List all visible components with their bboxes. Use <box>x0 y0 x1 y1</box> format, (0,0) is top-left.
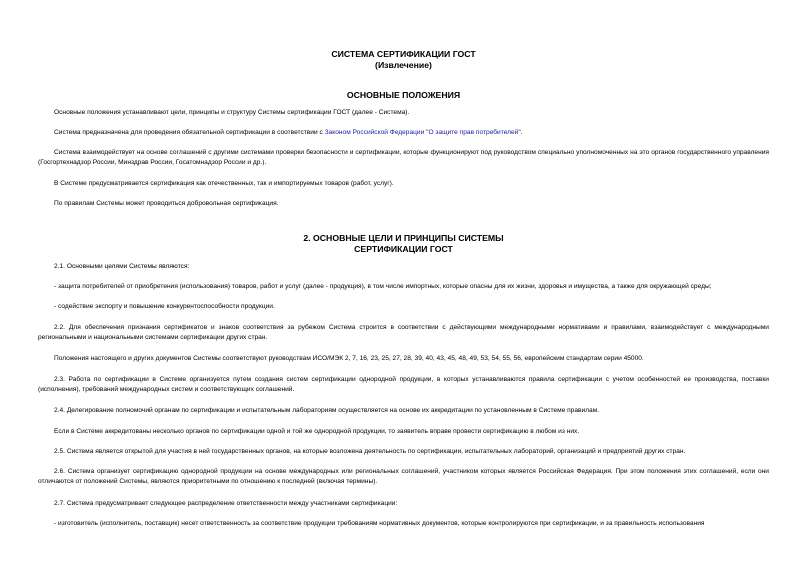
purpose-text-before: Система предназначена для проведения обязательной сертификации в соответствии с <box>54 129 325 136</box>
section-1-paragraph-3: В Системе предусматривается сертификация как отечественных, так и импортируемых товаров (работ, услуг). <box>54 180 394 187</box>
section-2-paragraph-5: Положения настоящего и других документов Системы соответствуют руководствам ИСО/МЭК 2, 7, 16, 23, 25, 27, 28, 39, 40, 43, 45, 48, 49, 53, 54, 55, 56, европейским стандартам серии 45000. <box>54 355 644 362</box>
section-2-paragraph-1: 2.1. Основными целями Системы являются: <box>54 263 190 270</box>
section-2-paragraph-6: 2.3. Работа по сертификации в Системе организуется путем создания систем сертификации однородной продукции, в которых устанавливаются правила сертификации с учетом особенностей ее производства, поставки (исполнения), требований международных систем и соответствующих соглашений. <box>38 376 769 393</box>
section-1-title: ОСНОВНЫЕ ПОЛОЖЕНИЯ <box>346 90 461 100</box>
section-2-paragraph-9: 2.5. Система является открытой для участия в ней государственных органов, на которые возложена деятельность по сертификации, испытательных лабораторий, организаций и предприятий других стран. <box>54 448 686 455</box>
section-2-paragraph-12: - изготовитель (исполнитель, поставщик) несет ответственность за соответствие продукции требованиям нормативных документов, которые контролируются при сертификации, и за правильность использования <box>54 520 705 527</box>
section-1-paragraph-4: По правилам Системы может проводиться добровольная сертификация. <box>54 200 279 207</box>
section-2-paragraph-4: 2.2. Для обеспечения признания сертификатов и знаков соответствия за рубежом Система строится в соответствии с действующими международными нормативами и правилами, взаимодействует с международными региональными и национальными системами сертификации других стран. <box>38 324 769 341</box>
section-2-paragraph-7: 2.4. Делегирование полномочий органам по сертификации и испытательным лабораториям осуществляется на основе их аккредитации по установленным в Системе правилам. <box>54 407 600 414</box>
section-2-paragraph-11: 2.7. Система предусматривает следующее распределение ответственности между участниками сертификации: <box>54 500 398 507</box>
consumer-rights-link[interactable]: О защите прав потребителей <box>428 129 519 136</box>
section-2-paragraph-10: 2.6. Система организует сертификацию однородной продукции на основе международных или региональных соглашений, участником которых является Российская Федерация. При этом положения этих соглашений, если они отличаются от положений Системы, являются приоритетными по отношению к последней (включая термины). <box>38 468 769 485</box>
purpose-text-middle: " <box>424 129 429 136</box>
law-link[interactable]: Законом Российской Федерации <box>324 129 425 136</box>
document-subtitle: (Извлечение) <box>375 60 432 70</box>
section-1-paragraph-1: Основные положения устанавливают цели, принципы и структуру Системы сертификации ГОСТ (далее - Система). <box>54 109 410 116</box>
section-2-paragraph-2: - защита потребителей от приобретения (использования) товаров, работ и услуг (далее - продукция), в том числе импортных, которые опасны для их жизни, здоровья и имущества, а также для окружающей среды; <box>54 283 712 290</box>
section-2-title-line-2: СЕРТИФИКАЦИИ ГОСТ <box>354 244 453 254</box>
section-2-title-line-1: 2. ОСНОВНЫЕ ЦЕЛИ И ПРИНЦИПЫ СИСТЕМЫ <box>303 233 504 243</box>
section-2-paragraph-8: Если в Системе аккредитованы несколько органов по сертификации одной и той же однородной продукции, то заявитель вправе провести сертификацию в любом из них. <box>54 428 580 435</box>
purpose-text-after: ". <box>518 129 523 136</box>
section-1-paragraph-purpose <box>38 128 769 138</box>
section-1-paragraph-2: Система взаимодействует на основе соглашений с другими системами проверки безопасности и сертификации, которые функционируют под руководством специально уполномоченных на это органов государственного управления (Госгортехнадзор России, Минздрав России, Госатомнадзор России и др.). <box>38 149 769 166</box>
document-title: СИСТЕМА СЕРТИФИКАЦИИ ГОСТ <box>331 49 476 59</box>
section-2-paragraph-3: - содействие экспорту и повышение конкурентоспособности продукции. <box>54 303 275 310</box>
